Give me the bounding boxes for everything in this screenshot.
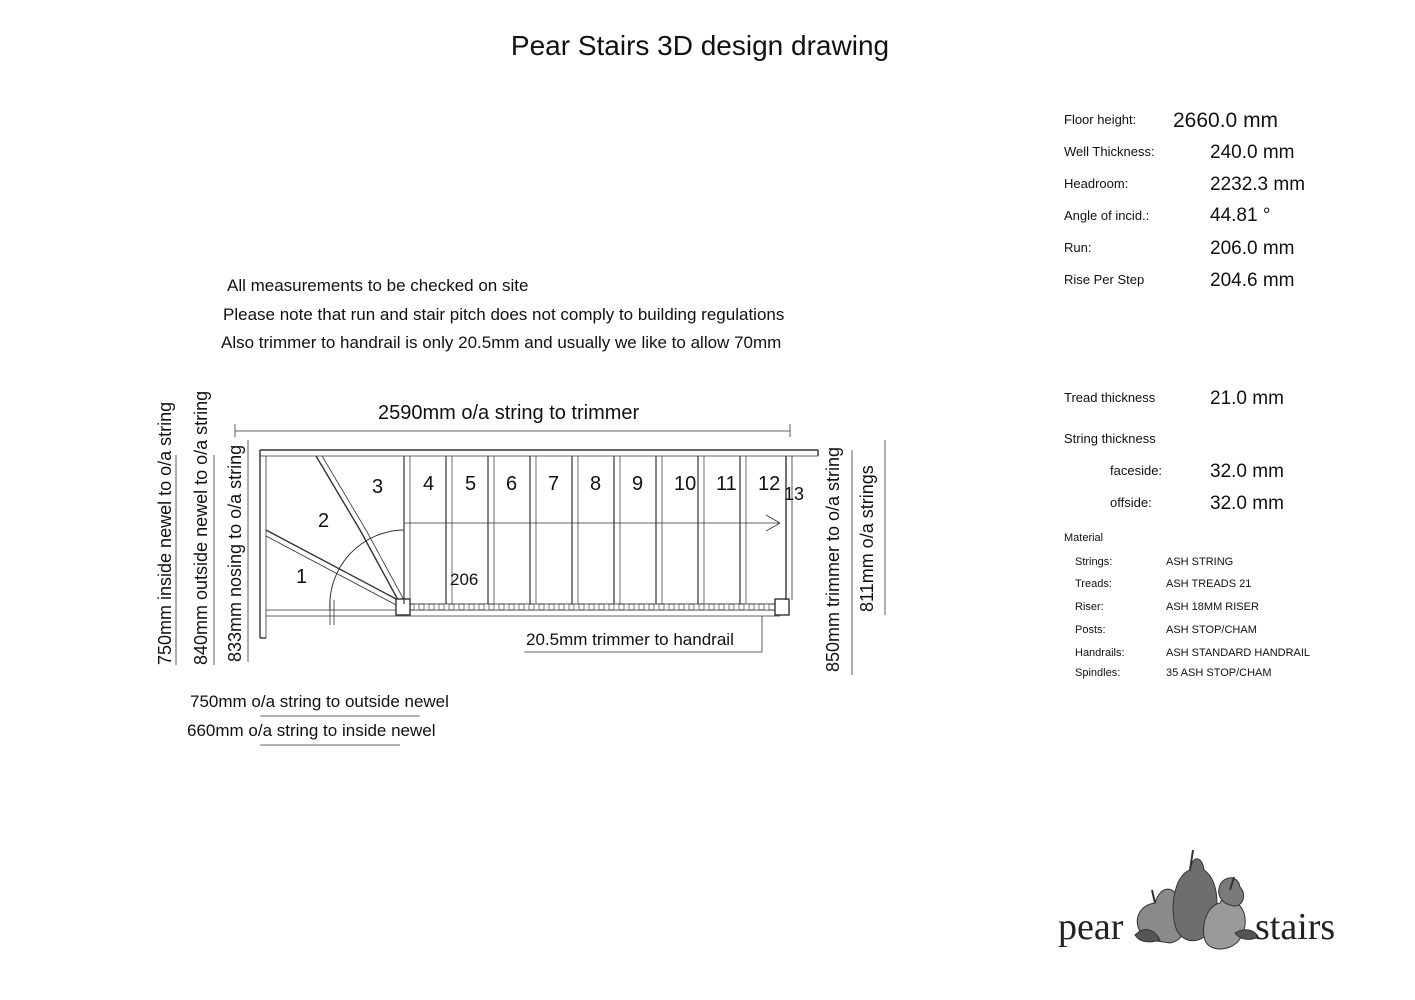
note-trimmer: Also trimmer to handrail is only 20.5mm and usually we like to allow 70mm bbox=[221, 333, 782, 352]
spindle bbox=[504, 604, 509, 610]
step-number: 11 bbox=[716, 473, 737, 495]
faceside-label: faceside: bbox=[1110, 463, 1163, 478]
material-value-handrails: ASH STANDARD HANDRAIL bbox=[1166, 647, 1311, 659]
material-label-treads: Treads: bbox=[1075, 578, 1112, 590]
step-number: 5 bbox=[465, 473, 477, 495]
offside-label: offside: bbox=[1110, 495, 1152, 510]
spindle bbox=[684, 604, 689, 610]
pear-logo-icon bbox=[1130, 845, 1260, 955]
spindle bbox=[604, 604, 609, 610]
step-number: 1 bbox=[296, 566, 308, 588]
material-label-handrails: Handrails: bbox=[1075, 647, 1125, 659]
spindle bbox=[764, 604, 769, 610]
winder-line-b bbox=[266, 530, 398, 600]
spec-value-angle: 44.81 ° bbox=[1210, 205, 1271, 226]
spec-label-headroom: Headroom: bbox=[1064, 176, 1129, 191]
material-value-posts: ASH STOP/CHAM bbox=[1166, 624, 1257, 636]
spindle bbox=[434, 604, 439, 610]
spindle bbox=[614, 604, 619, 610]
step-number: 13 bbox=[784, 484, 805, 504]
spindle bbox=[544, 604, 549, 610]
spindle bbox=[704, 604, 709, 610]
spindle bbox=[564, 604, 569, 610]
step-number: 9 bbox=[632, 473, 644, 495]
spindle bbox=[714, 604, 719, 610]
spindle bbox=[494, 604, 499, 610]
string-label: String thickness bbox=[1064, 431, 1156, 446]
dim-trimmer-handrail: 20.5mm trimmer to handrail bbox=[526, 630, 734, 649]
step-number: 7 bbox=[548, 473, 560, 495]
material-value-spindles: 35 ASH STOP/CHAM bbox=[1166, 667, 1272, 679]
newel-post-right bbox=[775, 599, 789, 615]
step-number: 8 bbox=[590, 473, 602, 495]
step-number: 6 bbox=[506, 473, 518, 495]
spec-value-well-thickness: 240.0 mm bbox=[1210, 142, 1295, 163]
spindle bbox=[674, 604, 679, 610]
material-value-riser: ASH 18MM RISER bbox=[1166, 601, 1259, 613]
spindle bbox=[574, 604, 579, 610]
spindle bbox=[664, 604, 669, 610]
spindle bbox=[524, 604, 529, 610]
step-number: 4 bbox=[423, 473, 435, 495]
dim-inside-newel-vertical: 750mm inside newel to o/a string bbox=[155, 401, 175, 665]
note-check-site: All measurements to be checked on site bbox=[227, 276, 529, 295]
spindle bbox=[634, 604, 639, 610]
spindle bbox=[754, 604, 759, 610]
logo-word-stairs: stairs bbox=[1255, 906, 1336, 948]
spindle bbox=[744, 604, 749, 610]
dim-string-to-trimmer: 2590mm o/a string to trimmer bbox=[378, 402, 640, 424]
dim-outside-newel: 750mm o/a string to outside newel bbox=[190, 692, 449, 711]
spindle bbox=[694, 604, 699, 610]
spindle bbox=[554, 604, 559, 610]
dim-run-206: 206 bbox=[450, 570, 479, 589]
spindle bbox=[624, 604, 629, 610]
dim-strings-vertical: 811mm o/a strings bbox=[857, 465, 877, 612]
spindle bbox=[474, 604, 479, 610]
spec-value-floor-height: 2660.0 mm bbox=[1173, 109, 1279, 132]
spec-value-run: 206.0 mm bbox=[1210, 238, 1295, 259]
spindle bbox=[464, 604, 469, 610]
dim-inside-newel: 660mm o/a string to inside newel bbox=[187, 721, 436, 740]
spindle bbox=[734, 604, 739, 610]
spindle bbox=[654, 604, 659, 610]
spec-label-run: Run: bbox=[1064, 240, 1092, 255]
tread-value: 21.0 mm bbox=[1210, 388, 1284, 409]
material-heading: Material bbox=[1064, 532, 1104, 544]
spindle bbox=[424, 604, 429, 610]
material-label-strings: Strings: bbox=[1075, 556, 1113, 568]
step-number: 10 bbox=[674, 473, 697, 495]
spec-label-rise: Rise Per Step bbox=[1064, 272, 1145, 287]
spindle bbox=[444, 604, 449, 610]
spindle bbox=[584, 604, 589, 610]
note-regulations: Please note that run and stair pitch does not comply to building regulations bbox=[223, 305, 785, 324]
material-value-treads: ASH TREADS 21 bbox=[1166, 578, 1252, 590]
offside-value: 32.0 mm bbox=[1210, 493, 1284, 514]
material-label-posts: Posts: bbox=[1075, 624, 1106, 636]
newel-post-left bbox=[396, 599, 410, 615]
spindle bbox=[724, 604, 729, 610]
spec-value-rise: 204.6 mm bbox=[1210, 270, 1295, 291]
spindle bbox=[414, 604, 419, 610]
spindle bbox=[534, 604, 539, 610]
logo-word-pear: pear bbox=[1058, 906, 1124, 948]
tread-label: Tread thickness bbox=[1064, 390, 1156, 405]
spec-value-headroom: 2232.3 mm bbox=[1210, 174, 1306, 195]
spindle bbox=[644, 604, 649, 610]
material-label-spindles: Spindles: bbox=[1075, 667, 1121, 679]
spindle bbox=[484, 604, 489, 610]
step-number: 12 bbox=[758, 473, 781, 495]
spindle bbox=[454, 604, 459, 610]
page-title: Pear Stairs 3D design drawing bbox=[510, 30, 890, 61]
material-label-riser: Riser: bbox=[1075, 601, 1104, 613]
spec-label-floor-height: Floor height: bbox=[1064, 112, 1137, 127]
faceside-value: 32.0 mm bbox=[1210, 461, 1284, 482]
dim-outside-newel-vertical: 840mm outside newel to o/a string bbox=[191, 390, 211, 665]
material-value-strings: ASH STRING bbox=[1166, 556, 1234, 568]
spindle bbox=[594, 604, 599, 610]
step-number: 2 bbox=[318, 510, 330, 532]
spindle bbox=[514, 604, 519, 610]
spec-label-angle: Angle of incid.: bbox=[1064, 208, 1150, 223]
step-number: 3 bbox=[372, 476, 384, 498]
spec-label-well-thickness: Well Thickness: bbox=[1064, 144, 1155, 159]
dim-nosing-vertical: 833mm nosing to o/a string bbox=[225, 444, 245, 662]
dim-trimmer-vertical: 850mm trimmer to o/a string bbox=[823, 446, 843, 672]
